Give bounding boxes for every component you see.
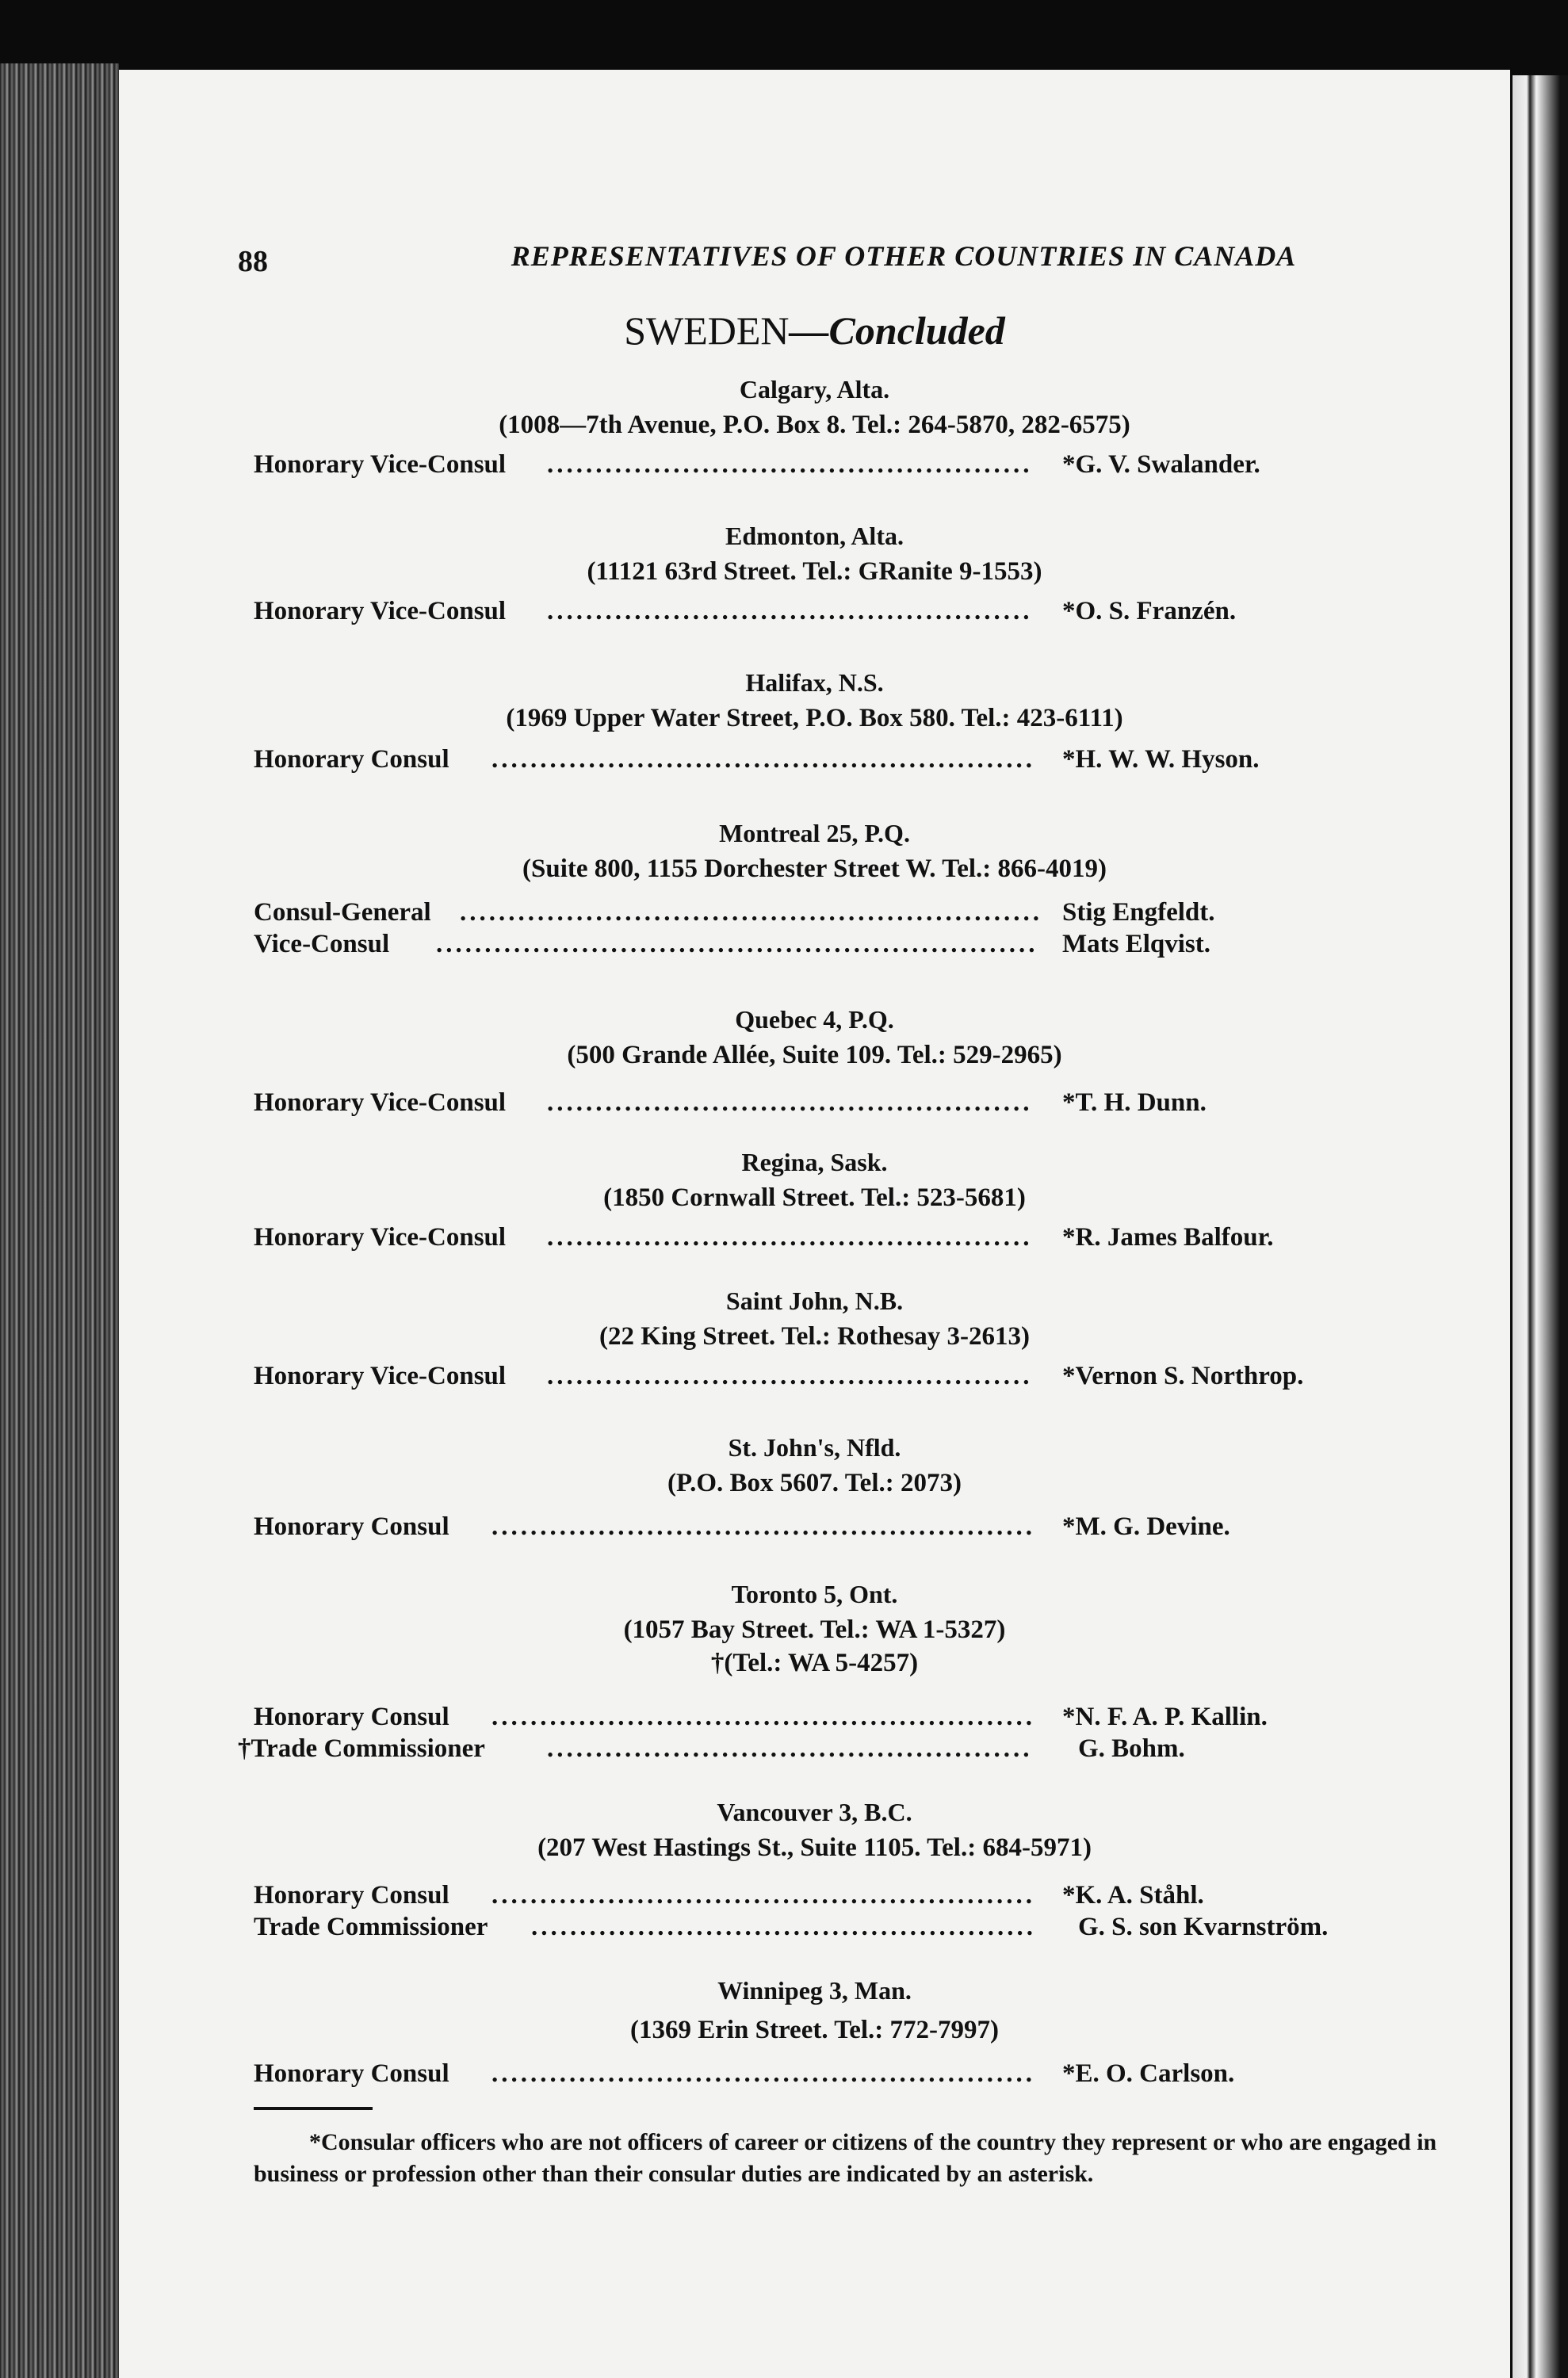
- leader-dots: ........................................................: [491, 745, 1035, 774]
- section-title-suffix: —Concluded: [789, 308, 1005, 353]
- officer-row: [254, 1088, 1411, 1120]
- officer-row: [238, 1734, 1395, 1766]
- city-heading: Vancouver 3, B.C.: [717, 1798, 912, 1826]
- city-address: (1057 Bay Street. Tel.: WA 1-5327): [623, 1615, 1006, 1644]
- city-heading: Toronto 5, Ont.: [731, 1580, 898, 1608]
- city-address: (Suite 800, 1155 Dorchester Street W. Tel.: 866-4019): [522, 854, 1107, 883]
- leader-dots: ............................................................: [460, 898, 1042, 927]
- section-title: [119, 308, 1510, 354]
- officer-title: Honorary Vice-Consul: [254, 597, 507, 625]
- officer-row: [254, 1223, 1411, 1255]
- city-address: (1369 Erin Street. Tel.: 772-7997): [629, 2016, 999, 2044]
- leader-dots: ..............................................................: [436, 930, 1038, 958]
- city-heading: Winnipeg 3, Man.: [717, 1976, 912, 2005]
- city-address: (1850 Cornwall Street. Tel.: 523-5681): [603, 1183, 1026, 1212]
- officer-row: [254, 450, 1411, 482]
- officer-name: *G. V. Swalander.: [1062, 450, 1260, 479]
- officer-title: Honorary Consul: [254, 1881, 449, 1910]
- officer-title: Honorary Consul: [254, 745, 449, 774]
- city-address: (1008—7th Avenue, P.O. Box 8. Tel.: 264-5870, 282-6575): [499, 411, 1130, 439]
- officer-name: *H. W. W. Hyson.: [1062, 745, 1260, 774]
- city-address: (1969 Upper Water Street, P.O. Box 580. Tel.: 423-6111): [506, 704, 1123, 732]
- officer-title: †Trade Commissioner: [238, 1734, 485, 1763]
- leader-dots: ........................................................: [491, 1512, 1035, 1541]
- leader-dots: ........................................................: [491, 1703, 1035, 1731]
- section-title-main: SWEDEN: [624, 308, 790, 353]
- leader-dots: ..................................................: [547, 450, 1033, 479]
- leader-dots: ..................................................: [547, 597, 1033, 625]
- city-address: (207 West Hastings St., Suite 1105. Tel.: 684-5971): [537, 1833, 1092, 1862]
- leader-dots: ..................................................: [547, 1088, 1033, 1117]
- officer-name: Mats Elqvist.: [1062, 930, 1211, 958]
- leader-dots: ........................................................: [491, 2059, 1035, 2088]
- leader-dots: ........................................................: [491, 1881, 1035, 1910]
- city-heading: Regina, Sask.: [741, 1148, 888, 1176]
- officer-title: Vice-Consul: [254, 930, 390, 958]
- officer-row: [254, 1703, 1411, 1734]
- officer-title: Honorary Consul: [254, 1512, 449, 1541]
- officer-title: Honorary Vice-Consul: [254, 1362, 507, 1390]
- city-heading: Saint John, N.B.: [725, 1286, 904, 1315]
- city-heading: Montreal 25, P.Q.: [719, 819, 910, 847]
- officer-row: [254, 1881, 1411, 1913]
- officer-name: *T. H. Dunn.: [1062, 1088, 1207, 1117]
- city-address: (11121 63rd Street. Tel.: GRanite 9-1553): [587, 557, 1042, 586]
- officer-title: Honorary Vice-Consul: [254, 1088, 507, 1117]
- footnote: *Consular officers who are not officers of career or citizens of the country they represent or who are engaged in business or profession other than their consular duties are indicated by an asterisk.: [254, 2129, 1437, 2187]
- officer-title: Honorary Consul: [254, 1703, 449, 1731]
- officer-name: *Vernon S. Northrop.: [1062, 1362, 1304, 1390]
- officer-name: *E. O. Carlson.: [1062, 2059, 1235, 2088]
- officer-name: G. S. son Kvarnström.: [1078, 1913, 1329, 1941]
- officer-name: *O. S. Franzén.: [1062, 597, 1237, 625]
- officer-row: [254, 2059, 1411, 2091]
- officer-row: [254, 898, 1411, 930]
- page-number: 88: [238, 245, 268, 278]
- officer-title: Honorary Consul: [254, 2059, 449, 2088]
- city-heading: Edmonton, Alta.: [725, 522, 904, 550]
- city-heading: Quebec 4, P.Q.: [735, 1005, 894, 1034]
- officer-row: [254, 745, 1411, 777]
- document-page: [119, 70, 1510, 2378]
- officer-title: Consul-General: [254, 898, 431, 927]
- footnote-rule: [254, 2107, 373, 2110]
- officer-row: [254, 1362, 1411, 1394]
- officer-name: *R. James Balfour.: [1062, 1223, 1274, 1252]
- officer-row: [254, 930, 1411, 962]
- city-address: (P.O. Box 5607. Tel.: 2073): [667, 1469, 962, 1497]
- officer-title: Honorary Vice-Consul: [254, 1223, 507, 1252]
- page-edge: [1513, 75, 1568, 2378]
- city-address: (500 Grande Allée, Suite 109. Tel.: 529-2965): [567, 1041, 1062, 1069]
- officer-name: *K. A. Ståhl.: [1062, 1881, 1204, 1910]
- city-heading: St. John's, Nfld.: [728, 1433, 901, 1462]
- city-heading: Calgary, Alta.: [739, 375, 890, 403]
- officer-row: [254, 597, 1411, 629]
- city-heading: Halifax, N.S.: [745, 668, 884, 697]
- officer-row: [254, 1913, 1411, 1944]
- officer-title: Honorary Vice-Consul: [254, 450, 507, 479]
- officer-row: [254, 1512, 1411, 1544]
- leader-dots: ....................................................: [531, 1913, 1036, 1941]
- officer-title: Trade Commissioner: [254, 1913, 488, 1941]
- officer-name: Stig Engfeldt.: [1062, 898, 1215, 927]
- leader-dots: ..................................................: [547, 1734, 1033, 1763]
- officer-name: *M. G. Devine.: [1062, 1512, 1230, 1541]
- leader-dots: ..................................................: [547, 1223, 1033, 1252]
- book-binding: [0, 63, 119, 2378]
- running-head: REPRESENTATIVES OF OTHER COUNTRIES IN CANADA: [511, 240, 1297, 272]
- city-address-secondary: †(Tel.: WA 5-4257): [710, 1649, 919, 1677]
- officer-name: *N. F. A. P. Kallin.: [1062, 1703, 1268, 1731]
- city-address: (22 King Street. Tel.: Rothesay 3-2613): [599, 1322, 1030, 1351]
- leader-dots: ..................................................: [547, 1362, 1033, 1390]
- officer-name: G. Bohm.: [1078, 1734, 1185, 1763]
